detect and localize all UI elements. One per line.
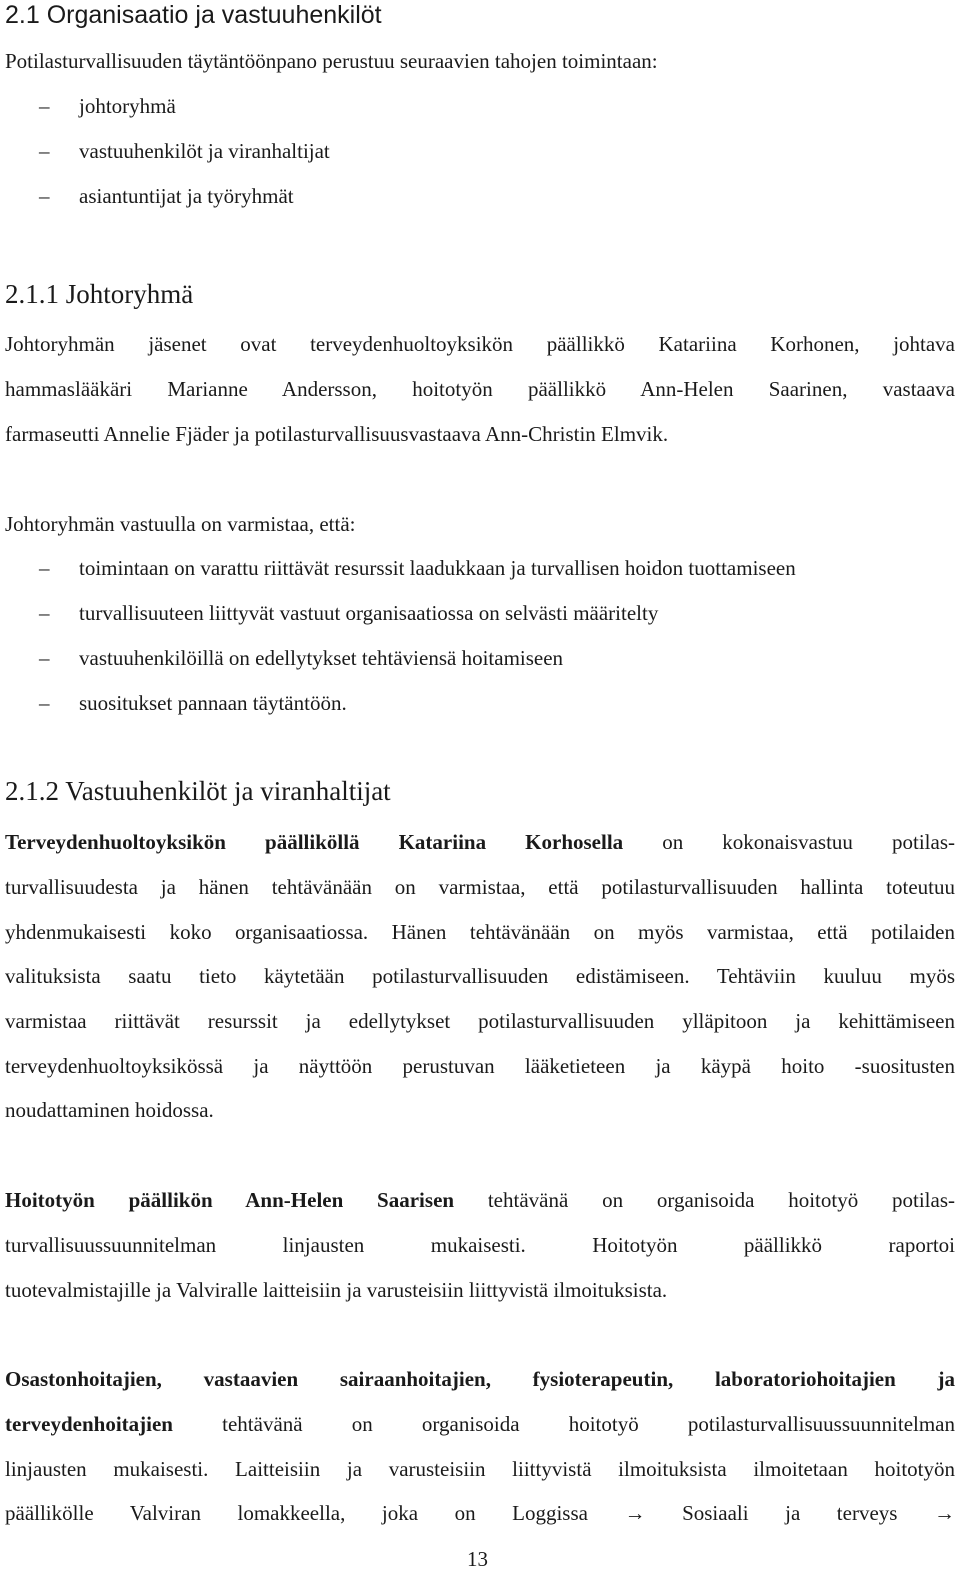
paragraph-line-text: terveydenhuoltoyksikössä ja näyttöön perustuvan lääketieteen ja käypä hoito -suositusten	[5, 1054, 955, 1078]
paragraph-line: farmaseutti Annelie Fjäder ja potilasturvallisuusvastaava Ann-Christin Elmvik.	[5, 422, 669, 446]
paragraph-line-text: päällikölle Valviran lomakkeella, joka on Loggissa → Sosiaali ja terveys →	[5, 1501, 955, 1525]
paragraph-line	[5, 1366, 955, 1392]
paragraph-line: noudattaminen hoidossa.	[5, 1098, 214, 1122]
paragraph-line: tuotevalmistajille ja Valviralle laitteisiin ja varusteisiin liittyvistä ilmoituksista.	[5, 1278, 668, 1302]
list-item-text: turvallisuuteen liittyvät vastuut organisaatiossa on selvästi määritelty	[79, 601, 659, 625]
paragraph-line	[5, 1500, 955, 1526]
paragraph-line-text: linjausten mukaisesti. Laitteisiin ja varusteisiin liittyvistä ilmoituksista ilmoitetaan hoitotyön	[5, 1457, 955, 1481]
bold-role-name: terveydenhoitajien	[5, 1412, 173, 1436]
paragraph-line-text: yhdenmukaisesti koko organisaatiossa. Hänen tehtävänään on myös varmistaa, että potilaiden	[5, 920, 955, 944]
list-item-text: suositukset pannaan täytäntöön.	[79, 691, 347, 715]
paragraph-line	[5, 829, 955, 855]
paragraph-line	[5, 1187, 955, 1213]
paragraph-line-text: Johtoryhmän jäsenet ovat terveydenhuoltoyksikön päällikkö Katariina Korhonen, johtava	[5, 332, 955, 356]
paragraph-line-text: turvallisuudesta ja hänen tehtävänään on varmistaa, että potilasturvallisuuden hallinta toteutuu	[5, 875, 955, 899]
paragraph-line	[5, 919, 955, 945]
section-heading-2-1: 2.1 Organisaatio ja vastuuhenkilöt	[5, 1, 382, 29]
section-heading-2-1-1: 2.1.1 Johtoryhmä	[5, 279, 194, 309]
dash-bullet-icon: –	[39, 646, 50, 670]
paragraph-line	[5, 376, 955, 402]
dash-bullet-icon: –	[39, 691, 50, 715]
paragraph-line	[5, 1008, 955, 1034]
paragraph-line-text: turvallisuussuunnitelman linjausten mukaisesti. Hoitotyön päällikkö raportoi	[5, 1233, 955, 1257]
paragraph-line	[5, 874, 955, 900]
paragraph-line-text: tehtävänä on organisoida hoitotyö potilas-	[487, 1188, 955, 1212]
paragraph-line	[5, 1456, 955, 1482]
paragraph-line-text: tehtävänä on organisoida hoitotyö potilasturvallisuussuunnitelman	[222, 1412, 956, 1436]
bold-role-name: Hoitotyön päällikön Ann-Helen Saarisen	[5, 1188, 455, 1212]
bold-role-names: Osastonhoitajien, vastaavien sairaanhoitajien, fysioterapeutin, laboratoriohoitajien ja	[5, 1367, 955, 1391]
list-item-text: johtoryhmä	[79, 94, 176, 118]
list-item-text: asiantuntijat ja työryhmät	[79, 184, 294, 208]
dash-bullet-icon: –	[39, 184, 50, 208]
list-item-text: vastuuhenkilöillä on edellytykset tehtäviensä hoitamiseen	[79, 646, 564, 670]
paragraph-line-text: on kokonaisvastuu potilas-	[662, 830, 955, 854]
paragraph-line	[5, 1232, 955, 1258]
paragraph-line	[5, 1411, 955, 1437]
paragraph-line	[5, 331, 955, 357]
dash-bullet-icon: –	[39, 139, 50, 163]
paragraph-line-text: hammaslääkäri Marianne Andersson, hoitotyön päällikkö Ann-Helen Saarinen, vastaava	[5, 377, 955, 401]
section-2-1-intro: Potilasturvallisuuden täytäntöönpano perustuu seuraavien tahojen toimintaan:	[5, 49, 658, 73]
dash-bullet-icon: –	[39, 556, 50, 580]
list-item-text: toimintaan on varattu riittävät resurssit laadukkaan ja turvallisen hoidon tuottamiseen	[79, 556, 796, 580]
dash-bullet-icon: –	[39, 94, 50, 118]
paragraph-line	[5, 963, 955, 989]
paragraph-line-text: valituksista saatu tieto käytetään potilasturvallisuuden edistämiseen. Tehtäviin kuuluu myös	[5, 964, 955, 988]
list-item-text: vastuuhenkilöt ja viranhaltijat	[79, 139, 330, 163]
bold-role-name: Terveydenhuoltoyksikön päälliköllä Katariina Korhosella	[5, 830, 624, 854]
dash-bullet-icon: –	[39, 601, 50, 625]
paragraph-line-text: varmistaa riittävät resurssit ja edellytykset potilasturvallisuuden ylläpitoon ja kehittämiseen	[5, 1009, 955, 1033]
responsibility-intro: Johtoryhmän vastuulla on varmistaa, että:	[5, 512, 356, 536]
section-heading-2-1-2: 2.1.2 Vastuuhenkilöt ja viranhaltijat	[5, 776, 391, 806]
page-number: 13	[467, 1547, 488, 1571]
paragraph-line	[5, 1053, 955, 1079]
